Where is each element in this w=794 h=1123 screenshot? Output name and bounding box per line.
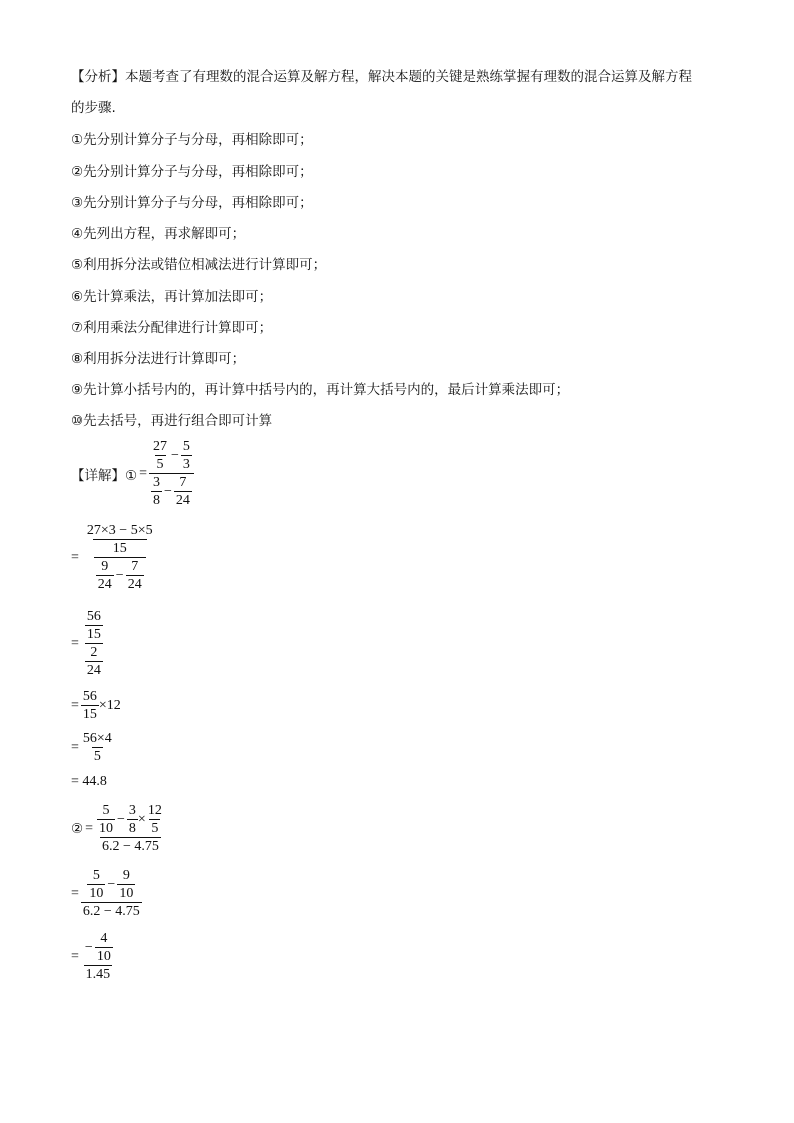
detail-step-3 [71, 608, 103, 679]
fraction-num: 27×3 − 5×5 [86, 523, 153, 538]
fraction-den: 5 [151, 821, 159, 836]
fraction-num: 56 [82, 689, 97, 704]
fraction-den: 15 [93, 539, 147, 557]
fraction-den: 8 [128, 821, 136, 836]
fraction-den: 6.2 − 4.75 [101, 839, 159, 854]
part2-step-2 [71, 867, 142, 920]
minus-sign: − [117, 812, 125, 827]
analysis-line-1: 【分析】本题考查了有理数的混合运算及解方程，解决本题的关键是熟练掌握有理数的混合运算及解方程 [71, 69, 692, 85]
part2-step-3 [71, 930, 115, 983]
part2-step-1 [71, 802, 166, 855]
fraction-num: 7 [131, 559, 139, 574]
fraction-den: 5 [93, 749, 101, 764]
multiplier: ×12 [98, 697, 121, 713]
step-6: ⑥先计算乘法，再计算加法即可； [71, 289, 273, 305]
compound-fraction [149, 438, 194, 509]
equals-sign: = [71, 697, 79, 713]
step-8: ⑧利用拆分法进行计算即可； [71, 351, 246, 367]
step-4: ④先列出方程，再求解即可； [71, 226, 246, 242]
fraction-den: 10 [99, 821, 114, 836]
minus-sign: − [84, 940, 93, 955]
fraction-num: 5 [182, 439, 190, 454]
equals-sign: = [71, 635, 79, 651]
fraction-den: 10 [96, 949, 111, 964]
part2-label: ② [71, 820, 84, 837]
fraction-den: 10 [119, 886, 134, 901]
fraction-den: 24 [175, 493, 190, 508]
fraction-num: 27 [153, 439, 168, 454]
equals-sign: = [85, 820, 94, 836]
fraction-den: 8 [153, 493, 161, 508]
fraction-den: 24 [86, 663, 101, 678]
fraction-den: 10 [89, 886, 104, 901]
fraction-num: 5 [92, 868, 100, 883]
step-10: ⑩先去括号，再进行组合即可计算 [71, 413, 273, 429]
step-2: ②先分别计算分子与分母，再相除即可； [71, 164, 313, 180]
fraction-num: 5 [102, 803, 110, 818]
detail-result-1: = 44.8 [71, 774, 107, 789]
fraction-num: 12 [147, 803, 162, 818]
fraction-den: 24 [127, 577, 142, 592]
step-5: ⑤利用拆分法或错位相减法进行计算即可； [71, 257, 327, 273]
detail-step-4 [71, 688, 121, 723]
equals-sign: = [71, 885, 79, 901]
fraction-num: 2 [90, 645, 98, 660]
fraction-num: 3 [153, 475, 161, 490]
equals-sign: = [71, 549, 79, 565]
fraction-num: 9 [122, 868, 130, 883]
times-sign: × [137, 812, 146, 827]
fraction-num: 4 [100, 931, 108, 946]
step-1: ①先分别计算分子与分母，再相除即可； [71, 132, 313, 148]
fraction-den: 6.2 − 4.75 [82, 904, 140, 919]
detail-step-2 [71, 522, 155, 593]
analysis-line-2: 的步骤. [71, 100, 116, 116]
step-7: ⑦利用乘法分配律进行计算即可； [71, 320, 273, 336]
fraction-num: 56 [86, 609, 101, 624]
fraction-den: 1.45 [85, 967, 111, 982]
fraction-den: 5 [156, 457, 164, 472]
minus-sign: − [107, 877, 116, 892]
fraction-num: 3 [128, 803, 136, 818]
fraction-den: 3 [182, 457, 190, 472]
detail-step-1 [71, 438, 194, 509]
fraction-num: 7 [179, 475, 187, 490]
detail-label: 【详解】① [71, 467, 138, 484]
equals-sign: = [71, 948, 79, 964]
fraction-den: 15 [86, 627, 101, 642]
fraction-den: 15 [82, 707, 97, 722]
minus-sign: − [164, 484, 172, 499]
step-3: ③先分别计算分子与分母，再相除即可； [71, 195, 313, 211]
detail-step-5 [71, 730, 114, 765]
equals-sign: = [139, 465, 148, 481]
equals-sign: = [71, 739, 79, 755]
fraction-den: 24 [97, 577, 112, 592]
step-9: ⑨先计算小括号内的，再计算中括号内的，再计算大括号内的，最后计算乘法即可； [71, 382, 570, 398]
fraction-num: 9 [101, 559, 109, 574]
fraction-num: 56×4 [82, 731, 112, 746]
minus-sign: − [171, 448, 179, 463]
minus-sign: − [115, 568, 124, 583]
